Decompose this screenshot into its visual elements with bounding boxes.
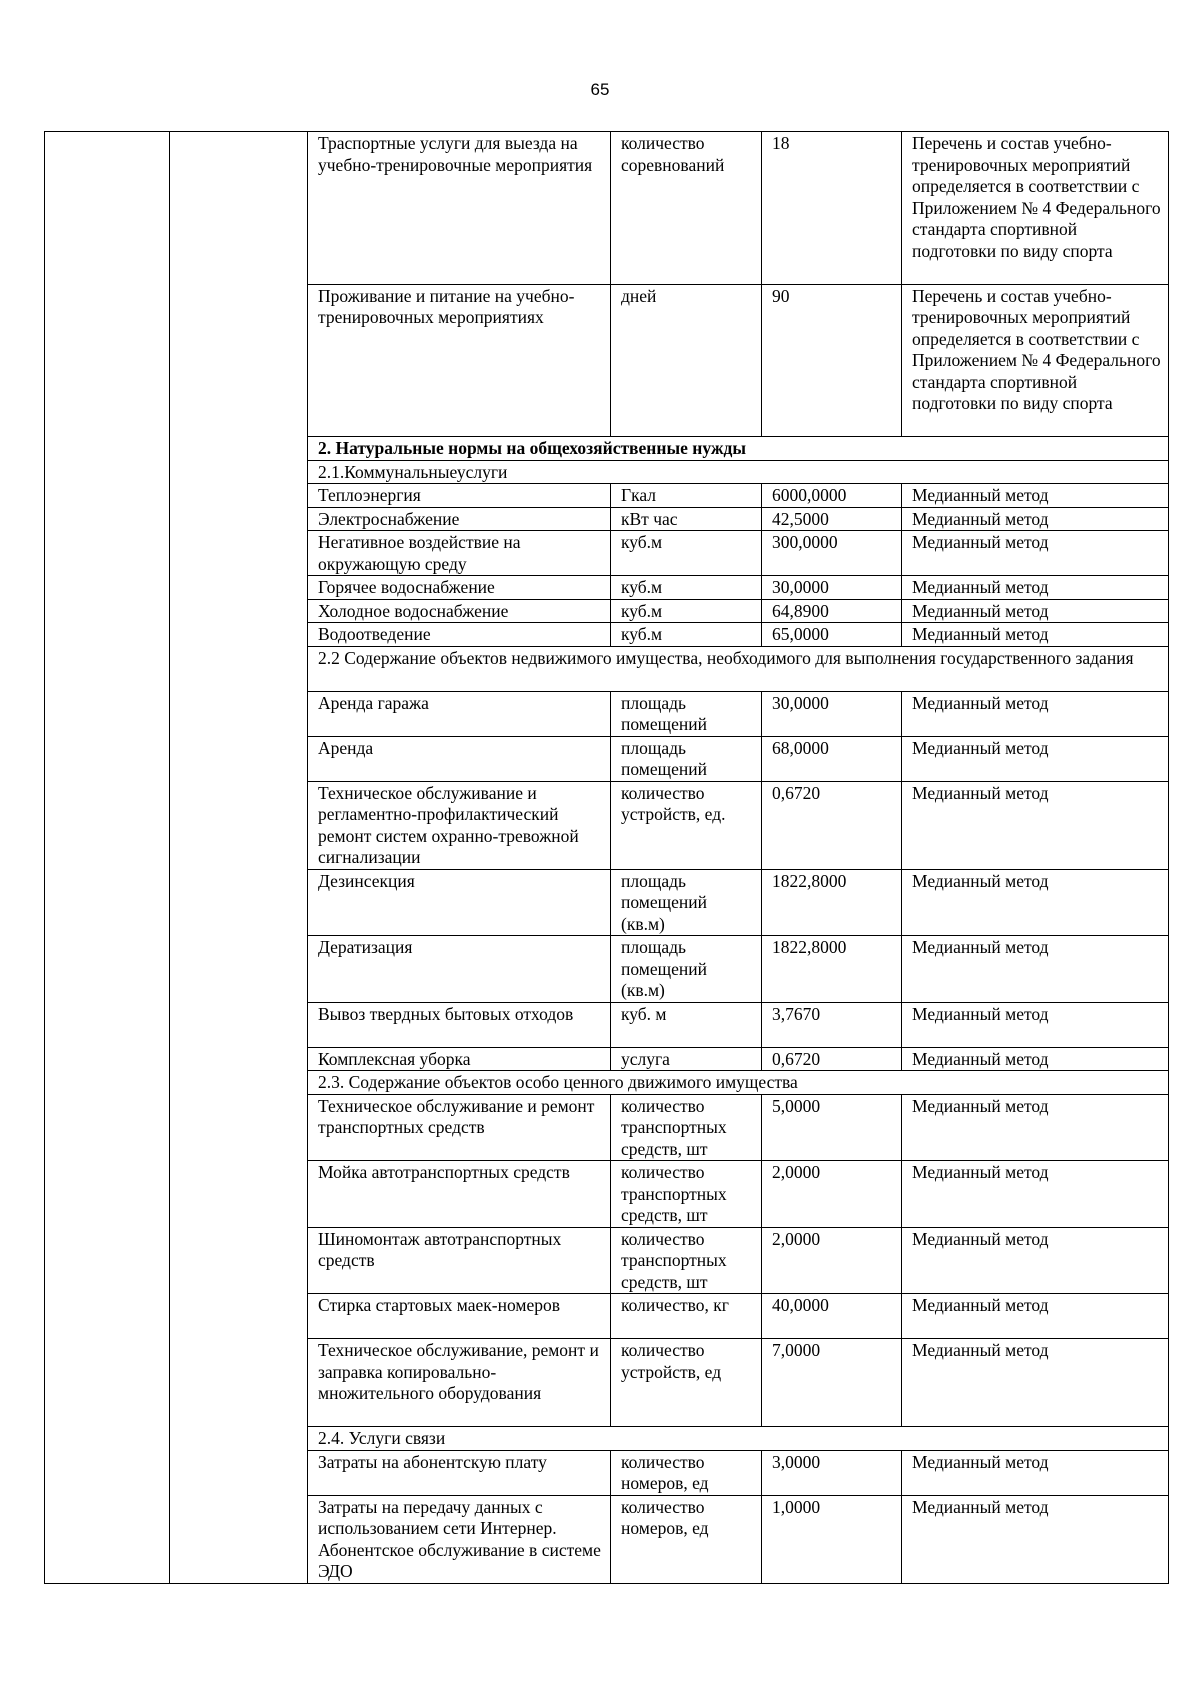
calculation-method: Медианный метод [902,781,1169,869]
unit-of-measure: количество устройств, ед [611,1339,762,1427]
unit-of-measure: куб. м [611,1002,762,1047]
item-name: Техническое обслуживание, ремонт и заправка копировально-множительного оборудования [308,1339,611,1427]
norm-value: 68,0000 [762,736,902,781]
unit-of-measure: количество соревнований [611,132,762,285]
calculation-method: Медианный метод [902,1047,1169,1071]
calculation-method: Медианный метод [902,1339,1169,1427]
calculation-method: Медианный метод [902,1294,1169,1339]
item-name: Аренда [308,736,611,781]
section-heading: 2. Натуральные нормы на общехозяйственные нужды [308,437,1169,461]
calculation-method: Медианный метод [902,1227,1169,1294]
blank-column-2 [170,132,308,1584]
calculation-method: Медианный метод [902,1450,1169,1495]
section-heading: 2.2 Содержание объектов недвижимого имущества, необходимого для выполнения государственного задания [308,646,1169,691]
unit-of-measure: количество, кг [611,1294,762,1339]
item-name: Негативное воздействие на окружающую среду [308,531,611,576]
unit-of-measure: площадь помещений (кв.м) [611,869,762,936]
calculation-method: Перечень и состав учебно-тренировочных мероприятий определяется в соответствии с Приложением № 4 Федерального стандарта спортивной подготовки по виду спорта [902,132,1169,285]
norm-value: 40,0000 [762,1294,902,1339]
item-name: Теплоэнергия [308,484,611,508]
calculation-method: Медианный метод [902,691,1169,736]
calculation-method: Медианный метод [902,869,1169,936]
item-name: Вывоз твердных бытовых отходов [308,1002,611,1047]
unit-of-measure: количество транспортных средств, шт [611,1161,762,1228]
item-name: Водоотведение [308,623,611,647]
section-heading: 2.1.Коммунальныеуслуги [308,460,1169,484]
unit-of-measure: Гкал [611,484,762,508]
item-name: Техническое обслуживание и регламентно-профилактический ремонт систем охранно-тревожной сигнализации [308,781,611,869]
norm-value: 1822,8000 [762,869,902,936]
calculation-method: Медианный метод [902,1161,1169,1228]
unit-of-measure: куб.м [611,576,762,600]
item-name: Горячее водоснабжение [308,576,611,600]
unit-of-measure: куб.м [611,599,762,623]
norm-value: 18 [762,132,902,285]
item-name: Комплексная уборка [308,1047,611,1071]
norm-value: 64,8900 [762,599,902,623]
item-name: Холодное водоснабжение [308,599,611,623]
blank-column-1 [45,132,170,1584]
unit-of-measure: количество транспортных средств, шт [611,1094,762,1161]
calculation-method: Медианный метод [902,1094,1169,1161]
item-name: Мойка автотранспортных средств [308,1161,611,1228]
calculation-method: Медианный метод [902,1002,1169,1047]
norm-value: 30,0000 [762,576,902,600]
norm-value: 0,6720 [762,781,902,869]
item-name: Проживание и питание на учебно-тренировочных мероприятиях [308,284,611,437]
unit-of-measure: площадь помещений (кв.м) [611,936,762,1003]
norm-value: 1822,8000 [762,936,902,1003]
item-name: Дератизация [308,936,611,1003]
page-number: 65 [590,80,610,99]
norm-value: 65,0000 [762,623,902,647]
unit-of-measure: количество устройств, ед. [611,781,762,869]
unit-of-measure: количество номеров, ед [611,1495,762,1583]
table-row [45,132,1169,285]
item-name: Стирка стартовых маек-номеров [308,1294,611,1339]
calculation-method: Медианный метод [902,507,1169,531]
item-name: Аренда гаража [308,691,611,736]
norm-value: 30,0000 [762,691,902,736]
norm-value: 7,0000 [762,1339,902,1427]
unit-of-measure: куб.м [611,623,762,647]
norm-value: 5,0000 [762,1094,902,1161]
norm-value: 300,0000 [762,531,902,576]
calculation-method: Медианный метод [902,936,1169,1003]
calculation-method: Медианный метод [902,599,1169,623]
norm-value: 3,7670 [762,1002,902,1047]
unit-of-measure: куб.м [611,531,762,576]
norm-value: 6000,0000 [762,484,902,508]
norms-table-body [45,132,1169,1584]
calculation-method: Медианный метод [902,1495,1169,1583]
norm-value: 2,0000 [762,1161,902,1228]
norm-value: 90 [762,284,902,437]
item-name: Электроснабжение [308,507,611,531]
calculation-method: Медианный метод [902,531,1169,576]
calculation-method: Медианный метод [902,576,1169,600]
section-heading: 2.4. Услуги связи [308,1427,1169,1451]
unit-of-measure: кВт час [611,507,762,531]
item-name: Дезинсекция [308,869,611,936]
norm-value: 0,6720 [762,1047,902,1071]
calculation-method: Медианный метод [902,736,1169,781]
item-name: Траспортные услуги для выезда на учебно-тренировочные мероприятия [308,132,611,285]
norm-value: 3,0000 [762,1450,902,1495]
item-name: Шиномонтаж автотранспортных средств [308,1227,611,1294]
norms-table [44,131,1169,1584]
unit-of-measure: площадь помещений [611,736,762,781]
calculation-method: Перечень и состав учебно-тренировочных мероприятий определяется в соответствии с Приложением № 4 Федерального стандарта спортивной подготовки по виду спорта [902,284,1169,437]
norm-value: 2,0000 [762,1227,902,1294]
norm-value: 1,0000 [762,1495,902,1583]
calculation-method: Медианный метод [902,484,1169,508]
unit-of-measure: количество транспортных средств, шт [611,1227,762,1294]
section-heading: 2.3. Содержание объектов особо ценного движимого имущества [308,1071,1169,1095]
unit-of-measure: услуга [611,1047,762,1071]
unit-of-measure: количество номеров, ед [611,1450,762,1495]
norm-value: 42,5000 [762,507,902,531]
item-name: Техническое обслуживание и ремонт транспортных средств [308,1094,611,1161]
calculation-method: Медианный метод [902,623,1169,647]
item-name: Затраты на абонентскую плату [308,1450,611,1495]
unit-of-measure: дней [611,284,762,437]
unit-of-measure: площадь помещений [611,691,762,736]
item-name: Затраты на передачу данных с использованием сети Интернер. Абонентское обслуживание в системе ЭДО [308,1495,611,1583]
